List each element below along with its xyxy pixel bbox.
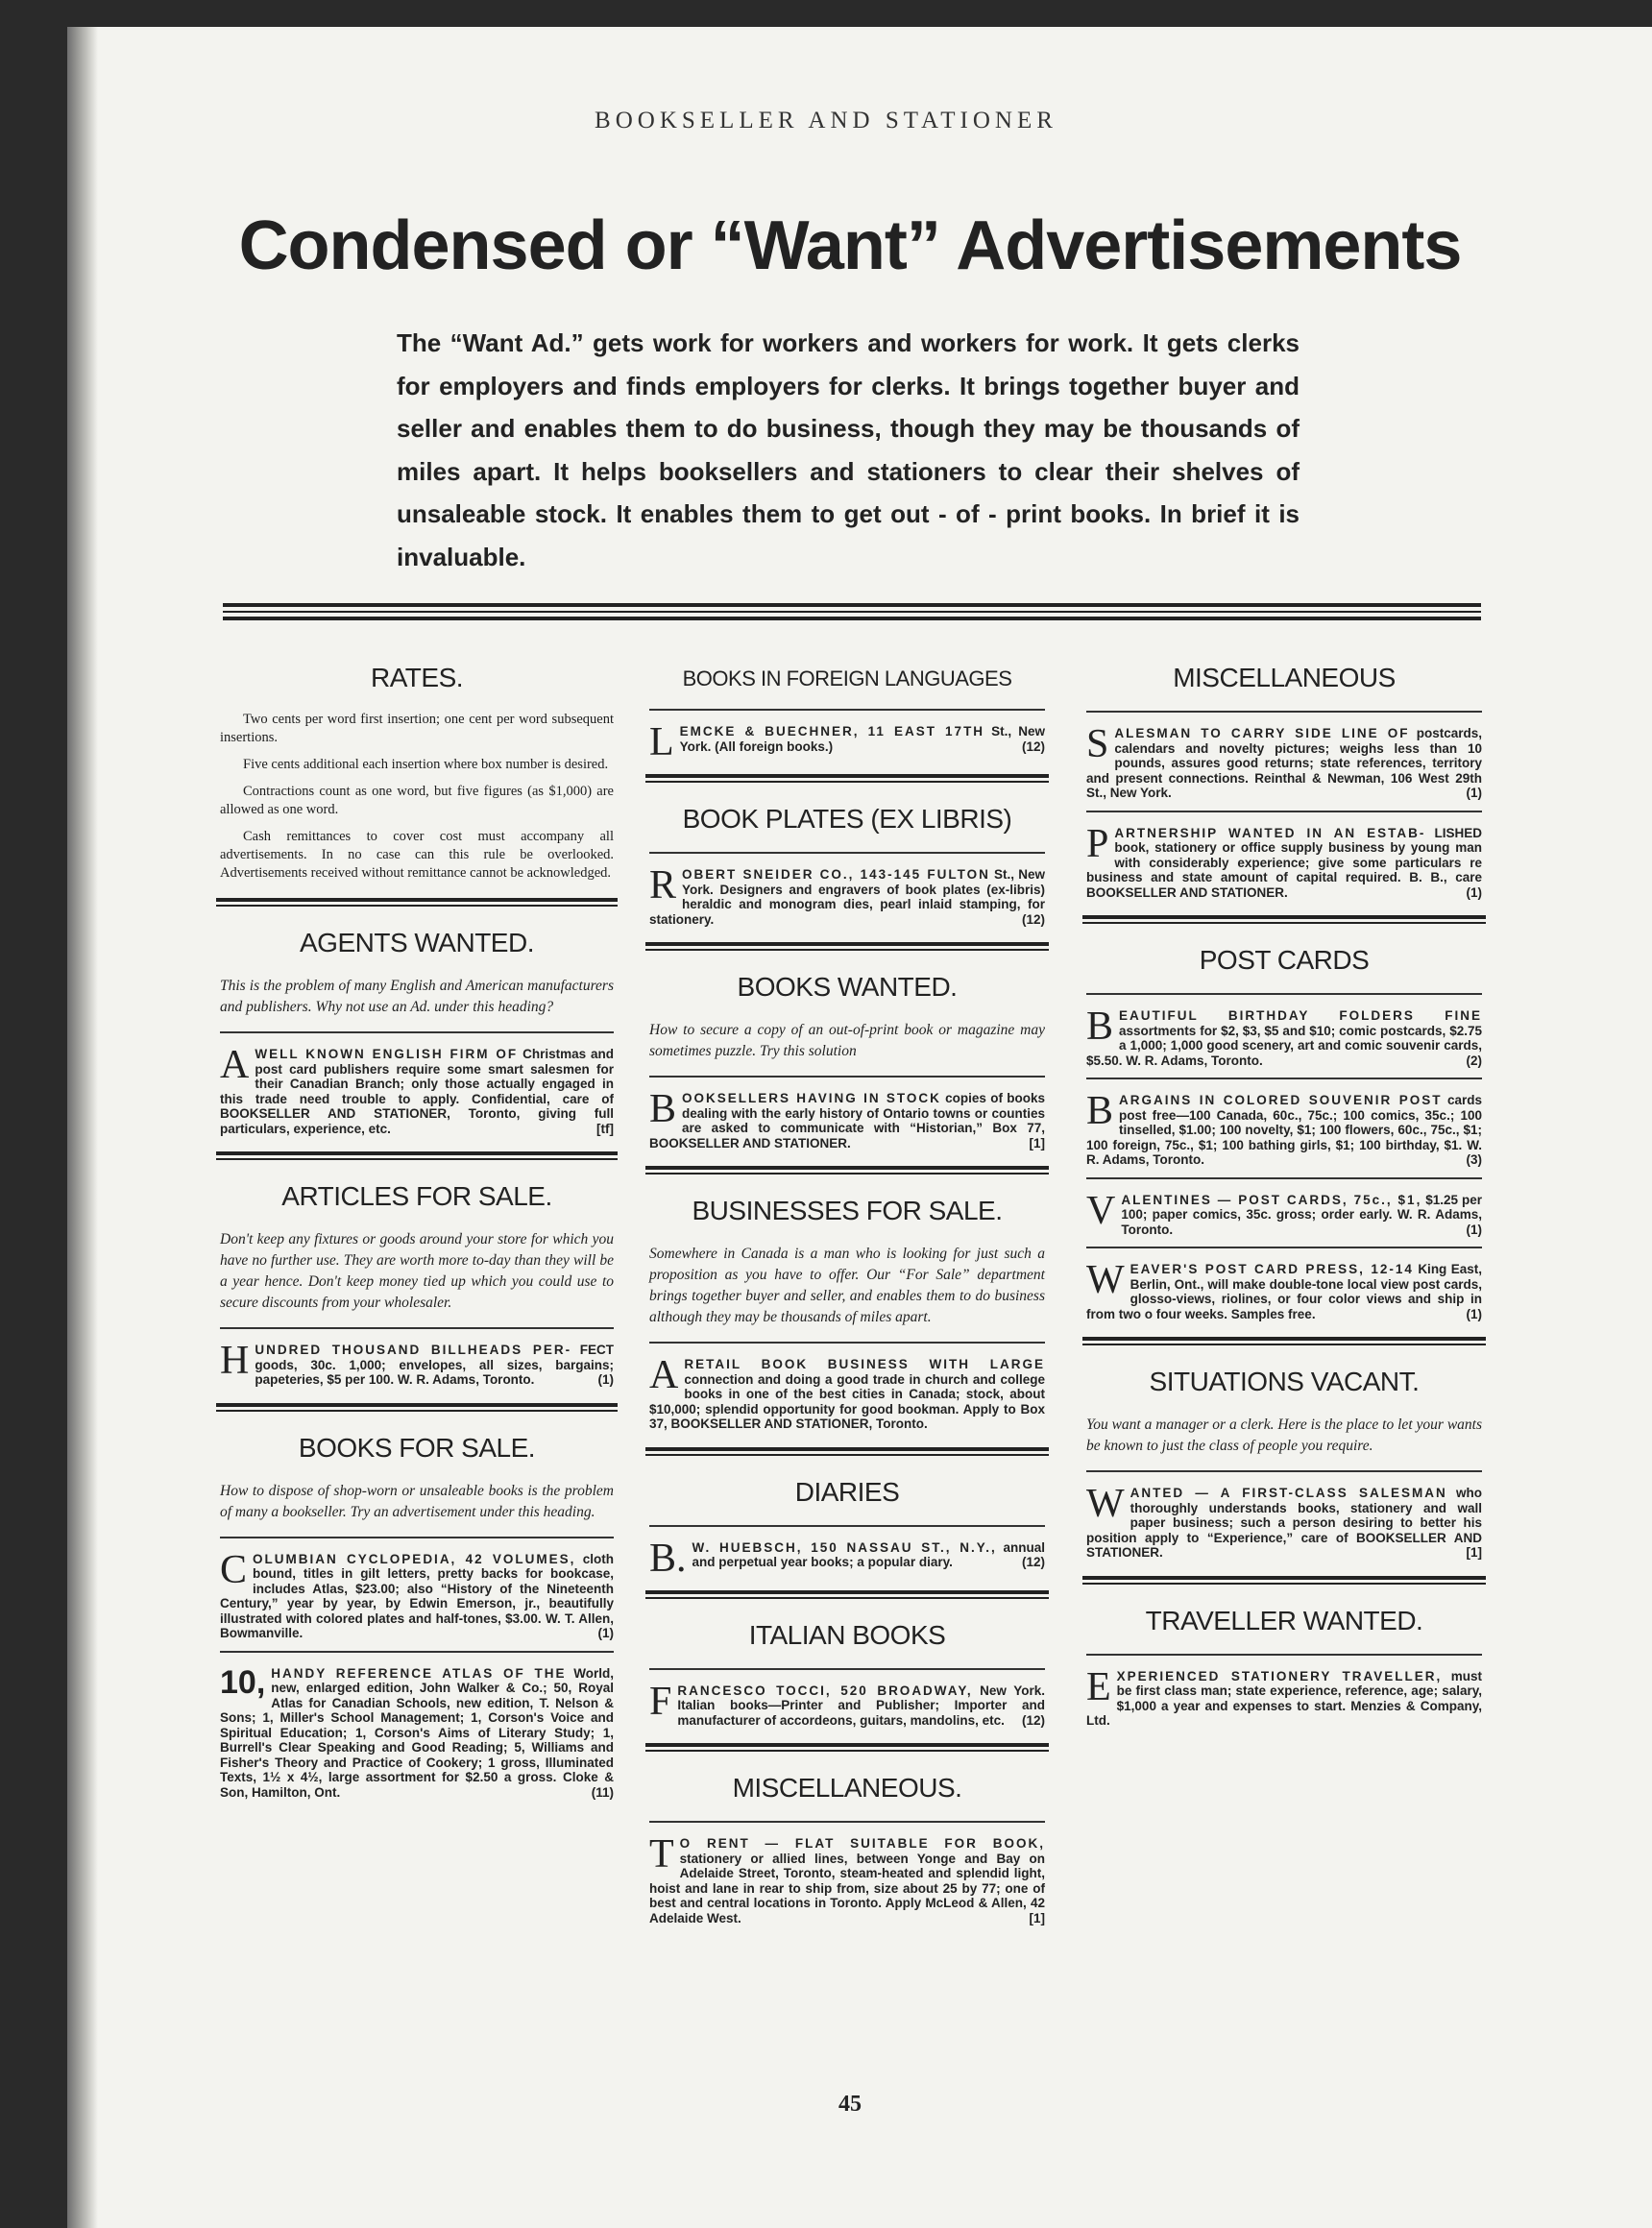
drop-cap: P: [1086, 821, 1109, 866]
ad-text: King East, Berlin, Ont., will make double-tone local view post cards, glosso-views, riolines, or four color views and ship in from two o four weeks. Samples free.: [1086, 1262, 1482, 1321]
ad-lead: OBERT SNEIDER CO., 143-145 FULTON: [682, 867, 990, 882]
header-rule: [223, 603, 1481, 624]
divider: [649, 1821, 1045, 1823]
ad-salesman-side-line: [1086, 722, 1482, 801]
ad-weaver: [1086, 1258, 1482, 1321]
ad-ref: [1]: [1029, 1135, 1045, 1150]
ad-lead: EMCKE & BUECHNER, 11 EAST 17TH: [679, 724, 985, 739]
situations-heading: SITUATIONS VACANT.: [1149, 1367, 1420, 1396]
rates-text: Contractions count as one word, but five figures (as $1,000) are allowed as one word.: [220, 784, 614, 817]
ad-ref: (3): [1466, 1152, 1482, 1167]
ad-lead: OLUMBIAN CYCLOPEDIA, 42 VOLUMES,: [253, 1551, 576, 1566]
books-sale-heading: BOOKS FOR SALE.: [298, 1432, 536, 1463]
businesses-intro: Somewhere in Canada is a man who is looking for just such a proposition as you have to offer. Our “For Sale” department brings together buyer and seller, and enables them to do business although they may be thousands of miles apart.: [649, 1246, 1045, 1325]
ad-lead: HANDY REFERENCE ATLAS OF THE: [271, 1665, 567, 1681]
section-rule: [1082, 1576, 1486, 1585]
section-rule: [645, 942, 1049, 951]
column-middle: [645, 645, 1049, 1935]
ad-lead: UNDRED THOUSAND BILLHEADS PER-: [255, 1343, 572, 1357]
traveller-heading: TRAVELLER WANTED.: [1145, 1605, 1423, 1635]
section-rule: [216, 898, 618, 907]
section-rule: [645, 774, 1049, 783]
ad-ref: (2): [1466, 1053, 1482, 1068]
ad-text: stationery or allied lines, between Yonge and Bay on Adelaide Street, Toronto, steam-heated and splendid light, hoist and lane in rear to ship from, size about 25 by 77; one of best and central locations in Toronto. Apply McLeod & Allen, 42 Adelaide West.: [649, 1851, 1045, 1925]
drop-cap: H: [220, 1339, 250, 1383]
divider: [1086, 1247, 1482, 1248]
drop-cap: B: [1086, 1005, 1114, 1049]
ad-atlas: [220, 1663, 614, 1801]
divider: [1086, 1470, 1482, 1472]
ad-retail-business: [649, 1353, 1045, 1432]
running-head: BOOKSELLER AND STATIONER: [595, 108, 1057, 133]
section-rule: [1082, 915, 1486, 924]
divider: [1086, 711, 1482, 713]
section-rule: [216, 1403, 618, 1412]
agents-intro: This is the problem of many English and American manufacturers and publishers. Why not use an Ad. under this heading?: [220, 978, 614, 1015]
ad-booksellers: [649, 1087, 1045, 1150]
page-number: 45: [838, 2092, 862, 2117]
drop-cap: T: [649, 1832, 674, 1877]
divider: [220, 1031, 614, 1033]
drop-cap: W: [1086, 1482, 1125, 1526]
ad-lead: RANCESCO TOCCI, 520 BROADWAY,: [677, 1683, 973, 1698]
situations-intro: You want a manager or a clerk. Here is the place to let your wants be known to just the class of people you require.: [1086, 1417, 1482, 1454]
ad-ref: (12): [1021, 739, 1045, 754]
ad-text: World, new, enlarged edition, John Walker & Co.; 50, Royal Atlas for Canadian Schools, new edition, T. Nelson & Sons; 1, Miller's School Management; 1, Corson's Voice and Spiritual Education; 1, Corson's Aims of Literary Study; 1, Burrell's Clear Speaking and Good Reading; 5, Williams and Fisher's Theory and Practice of Cookery; 1 gross, Illuminated Texts, 1½ x 4½, large assortment for $2.50 a gross. Cloke & Son, Hamilton, Ont.: [220, 1665, 614, 1800]
drop-cap: L: [649, 720, 674, 764]
divider: [1086, 1654, 1482, 1656]
ad-ref: [1]: [1029, 1910, 1045, 1925]
ad-traveller: [1086, 1664, 1482, 1729]
ad-billheads: [220, 1339, 614, 1388]
agents-heading: AGENTS WANTED.: [300, 928, 534, 957]
books-wanted-heading: BOOKS WANTED.: [737, 972, 958, 1002]
books-wanted-intro: How to secure a copy of an out-of-print book or magazine may sometimes puzzle. Try this solution: [649, 1022, 1045, 1059]
ad-text: cloth bound, titles in gilt letters, pretty backs for bookcase, includes Atlas, $23.00; also “History of the Nineteenth Century,” year by year, by Edwin Emerson, jr., beautifully illustrated with colored plates and half-tones, $3.00. W. T. Allen, Bowmanville.: [220, 1551, 614, 1640]
ad-partnership: [1086, 821, 1482, 901]
drop-cap: C: [220, 1547, 248, 1592]
articles-intro: Don't keep any fixtures or goods around your store for which you have no further use. They are worth more to-day than they will be a year hence. Don't keep money tied up which you could use to secure discounts from your wholesaler.: [220, 1231, 614, 1311]
intro-paragraph: The “Want Ad.” gets work for workers and workers for work. It gets clerks for employers and finds employers for clerks. It brings together buyer and seller and enables them to do business, though they may be thousands of miles apart. It helps booksellers and stationers to clear their shelves of unsaleable stock. It enables them to get out - of - print books. In brief it is invaluable.: [397, 328, 1300, 571]
rates-text: Five cents additional each insertion where box number is desired.: [243, 757, 609, 772]
ad-valentines: [1086, 1188, 1482, 1238]
drop-cap: A: [220, 1043, 250, 1087]
ad-ref: (1): [1466, 884, 1482, 900]
rates-heading: RATES.: [370, 663, 464, 692]
foreign-heading: BOOKS IN FOREIGN LANGUAGES: [682, 666, 1012, 690]
ad-text: annual and perpetual year books; a popular diary.: [692, 1539, 1045, 1569]
ad-huebsch: [649, 1536, 1045, 1581]
ad-lead: ALENTINES — POST CARDS, 75c., $1,: [1121, 1192, 1422, 1207]
ad-lead: ALESMAN TO CARRY SIDE LINE OF: [1114, 726, 1410, 740]
drop-cap: B.: [649, 1536, 687, 1581]
ad-cyclopedia: [220, 1547, 614, 1641]
section-rule: [645, 1743, 1049, 1752]
divider: [649, 852, 1045, 854]
articles-heading: ARTICLES FOR SALE.: [281, 1181, 552, 1211]
postcards-heading: POST CARDS: [1199, 945, 1370, 975]
divider: [1086, 1078, 1482, 1079]
ad-text: connection and doing a good trade in church and college books in one of the best cities in Canada; stock, about $10,000; splendid opportunity for good bookman. Apply to Box 37, BOOKSELLER AND STATIONER, Toronto.: [649, 1371, 1045, 1431]
section-rule: [1082, 1337, 1486, 1345]
ad-ref: (1): [1466, 1306, 1482, 1321]
ad-ref: (1): [1466, 786, 1482, 800]
divider: [220, 1327, 614, 1329]
ad-ref: (1): [597, 1626, 614, 1640]
ad-first-class-salesman: [1086, 1482, 1482, 1561]
misc-heading: MISCELLANEOUS.: [732, 1773, 962, 1803]
drop-cap: R: [649, 863, 677, 908]
column-right: [1082, 645, 1486, 1738]
divider: [220, 1537, 614, 1538]
page-title: Condensed or “Want” Advertisements: [238, 207, 1462, 284]
ad-lead: ARTNERSHIP WANTED IN AN ESTAB-: [1114, 825, 1426, 840]
ad-ref: [1]: [1466, 1545, 1482, 1560]
ad-text: LISHED book, stationery or office supply business by young man with considerably experience; give some particulars re business and state amount of capital required. B. B., care BOOKSELLER AND STATIONER.: [1086, 825, 1482, 900]
ad-lemcke: [649, 720, 1045, 764]
ad-text: St., New York. Designers and engravers of book plates (ex-libris) heraldic and monogram dies, pearl inlaid stamping, for stationery.: [649, 867, 1045, 927]
ad-text: FECT goods, 30c. 1,000; envelopes, all sizes, bargains; papeteries, $5 per 100. W. R. Adams, Toronto.: [255, 1343, 614, 1387]
diaries-heading: DIARIES: [794, 1476, 900, 1507]
divider: [649, 1342, 1045, 1344]
ad-birthday-folders: [1086, 1005, 1482, 1068]
divider: [649, 709, 1045, 711]
ad-ref: (1): [1466, 1222, 1482, 1237]
ad-tocci: [649, 1679, 1045, 1729]
ad-lead: O RENT — FLAT SUITABLE FOR BOOK,: [679, 1836, 1045, 1851]
book-spine-shadow: [67, 27, 98, 2228]
ad-text: Christmas and post card publishers require some smart salesmen for their Canadian Branch; only those actually engaged in this trade need trouble to apply. Confidential, care of BOOKSELLER AND STATIONER, Toronto, giving full particulars, experience, etc.: [220, 1047, 614, 1136]
ad-lead: WELL KNOWN ENGLISH FIRM OF: [255, 1047, 519, 1061]
section-rule: [645, 1590, 1049, 1599]
drop-cap: 10,: [220, 1663, 266, 1701]
ad-text: must be first class man; state experience, reference, age; salary, $1,000 a year and expenses to start. Menzies & Company, Ltd.: [1086, 1668, 1482, 1728]
drop-cap: V: [1086, 1188, 1116, 1233]
top-border: [0, 0, 1652, 27]
ad-text: St., New York. (All foreign books.): [679, 724, 1045, 754]
divider: [649, 1076, 1045, 1078]
drop-cap: F: [649, 1679, 672, 1724]
drop-cap: S: [1086, 722, 1109, 766]
divider: [1086, 811, 1482, 812]
ad-lead: XPERIENCED STATIONERY TRAVELLER,: [1116, 1668, 1443, 1683]
rates-text: Cash remittances to cover cost must accompany all advertisements. In no case can this rule be overlooked. Advertisements received without remittance cannot be acknowledged.: [220, 829, 614, 881]
divider: [1086, 1177, 1482, 1179]
ad-sneider: [649, 863, 1045, 927]
ad-lead: W. HUEBSCH, 150 NASSAU ST., N.Y.,: [692, 1539, 997, 1555]
rates-text: Two cents per word first insertion; one cent per word subsequent insertions.: [220, 712, 614, 745]
ad-ref: (1): [597, 1372, 614, 1387]
ad-ref: (12): [1021, 1555, 1045, 1569]
divider: [220, 1651, 614, 1653]
ad-to-rent: [649, 1832, 1045, 1925]
ad-souvenir-bargains: [1086, 1089, 1482, 1168]
ad-text: copies of books dealing with the early history of Ontario towns or counties are asked to communicate with “Historian,” Box 77, BOOKSELLER AND STATIONER.: [649, 1091, 1045, 1150]
ad-ref: [tf]: [596, 1121, 614, 1136]
drop-cap: W: [1086, 1258, 1125, 1302]
ad-lead: ANTED — A FIRST-CLASS SALESMAN: [1130, 1486, 1447, 1500]
drop-cap: B: [649, 1087, 677, 1131]
books-sale-intro: How to dispose of shop-worn or unsaleable books is the problem of many a bookseller. Try an advertisement under this heading.: [220, 1482, 614, 1520]
ad-ref: (11): [591, 1784, 614, 1800]
divider: [649, 1668, 1045, 1670]
ad-text: postcards, calendars and novelty pictures; weighs less than 10 pounds, assures good returns; state references, territory and present connections. Reinthal & Newman, 106 West 29th St., New York.: [1086, 726, 1482, 800]
drop-cap: E: [1086, 1664, 1111, 1709]
plates-heading: BOOK PLATES (EX LIBRIS): [682, 804, 1012, 834]
italian-heading: ITALIAN BOOKS: [748, 1619, 946, 1650]
ad-text: cards post free—100 Canada, 60c., 75c.; 100 comics, 35c.; 100 tinselled, $1.00; 100 novelty, $1; 100 flowers, 60c., 75c., $1; 100 foreign, 75c., $1; 100 bathing girls, $1; 100 birthday, $1. W. R. Adams, Toronto.: [1086, 1093, 1482, 1167]
drop-cap: A: [649, 1353, 679, 1397]
misc-heading: MISCELLANEOUS: [1173, 663, 1396, 692]
ad-text: New York. Italian books—Printer and Publisher; Importer and manufacturer of accordeons, guitars, mandolins, etc.: [677, 1683, 1045, 1728]
divider: [649, 1525, 1045, 1527]
column-left: [216, 645, 618, 1809]
section-rule: [216, 1151, 618, 1160]
ad-lead: EAVER'S POST CARD PRESS, 12-14: [1130, 1262, 1414, 1276]
ad-lead: ARGAINS IN COLORED SOUVENIR POST: [1119, 1093, 1443, 1107]
ad-text: who thoroughly understands books, stationery and wall paper business; such a person desiring to better his position apply to “Experience,” care of BOOKSELLER AND STATIONER.: [1086, 1486, 1482, 1560]
ad-text: assortments for $2, $3, $5 and $10; comic postcards, $2.75 a 1,000; 1,000 good scenery, art and comic souvenir cards, $5.50. W. R. Adams, Toronto.: [1086, 1023, 1482, 1068]
businesses-heading: BUSINESSES FOR SALE.: [692, 1196, 1003, 1225]
divider: [1086, 993, 1482, 995]
section-rule: [645, 1166, 1049, 1175]
ad-ref: (12): [1021, 1712, 1045, 1728]
ad-lead: EAUTIFUL BIRTHDAY FOLDERS FINE: [1119, 1008, 1482, 1023]
ad-agents: [220, 1043, 614, 1136]
section-rule: [645, 1447, 1049, 1456]
drop-cap: B: [1086, 1089, 1114, 1133]
ad-lead: RETAIL BOOK BUSINESS WITH LARGE: [684, 1357, 1045, 1371]
ad-ref: (12): [1021, 911, 1045, 927]
ad-lead: OOKSELLERS HAVING IN STOCK: [682, 1091, 941, 1105]
ad-text: $1.25 per 100; paper comics, 35c. gross; order early. W. R. Adams, Toronto.: [1121, 1192, 1482, 1237]
